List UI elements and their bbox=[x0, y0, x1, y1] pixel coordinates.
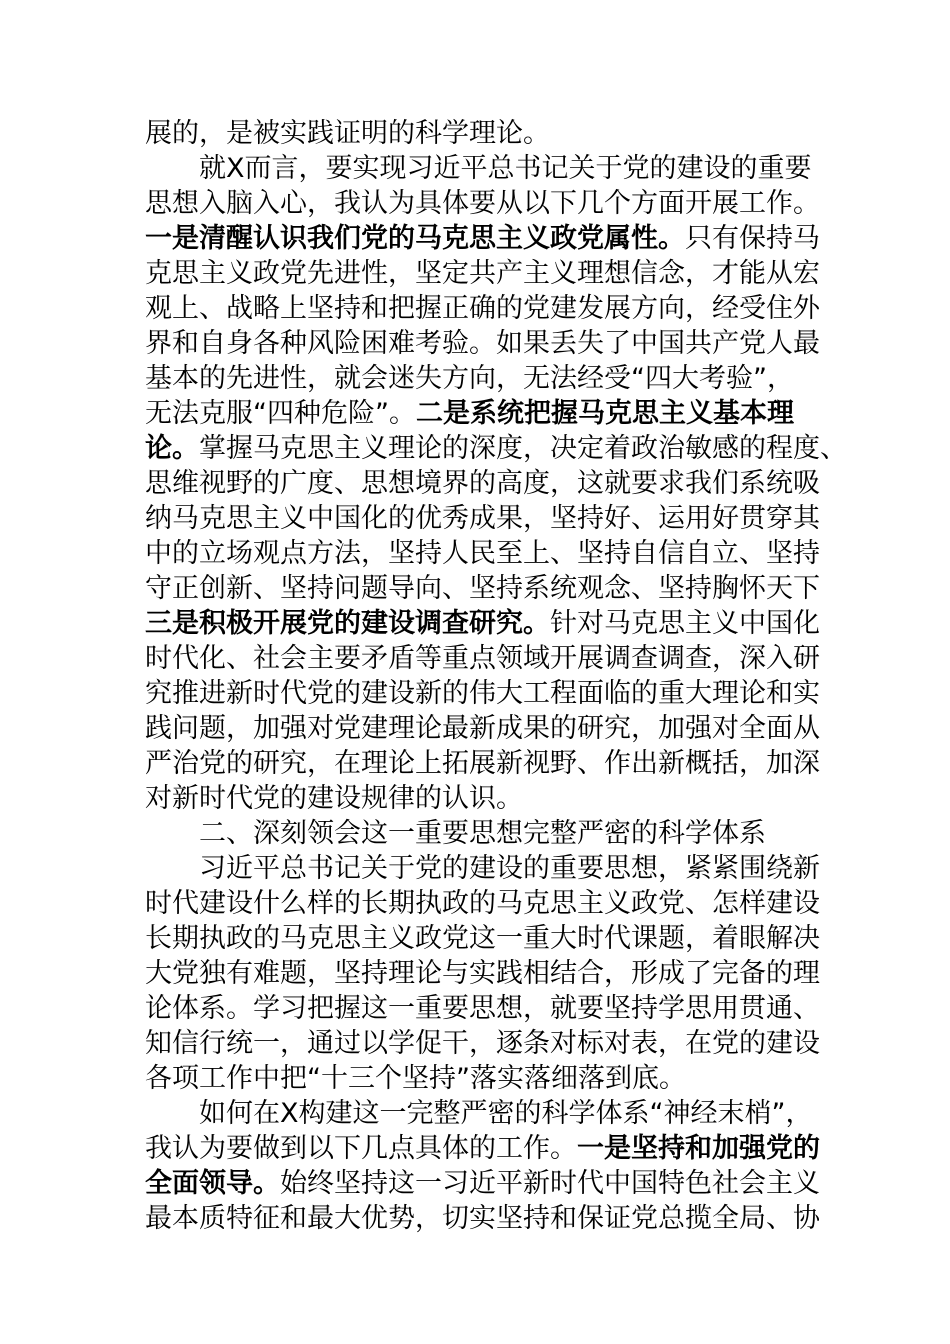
text-line bbox=[145, 1027, 820, 1061]
text-line bbox=[145, 537, 820, 571]
bold-heading-run: 一是坚持和加强党的 bbox=[577, 1133, 820, 1164]
text-run: 思想入脑入心，我认为具体要从以下几个方面开展工作。 bbox=[145, 188, 820, 219]
text-run: 思维视野的广度、思想境界的高度，这就要求我们系统吸 bbox=[145, 468, 820, 499]
text-run: 习近平总书记关于党的建设的重要思想，紧紧围绕新 bbox=[199, 853, 820, 884]
text-line bbox=[145, 222, 820, 256]
section-heading bbox=[199, 817, 766, 851]
text-line bbox=[145, 397, 794, 431]
text-run: 论体系。学习把握这一重要思想，就要坚持学思用贯通、 bbox=[145, 993, 820, 1024]
text-line bbox=[145, 677, 820, 711]
text-line bbox=[145, 467, 820, 501]
paragraph-first-line bbox=[199, 152, 812, 186]
text-run: 界和自身各种风险困难考验。如果丢失了中国共产党人最 bbox=[145, 328, 820, 359]
text-line bbox=[145, 957, 820, 991]
text-run: 时代建设什么样的长期执政的马克思主义政党、怎样建设 bbox=[145, 888, 820, 919]
text-line bbox=[145, 257, 820, 291]
text-run: 二、深刻领会这一重要思想完整严密的科学体系 bbox=[199, 818, 766, 849]
text-line bbox=[145, 922, 820, 956]
text-line bbox=[145, 502, 820, 536]
text-line bbox=[145, 117, 550, 151]
text-line bbox=[145, 572, 820, 606]
text-line bbox=[145, 1167, 820, 1201]
text-line bbox=[145, 992, 820, 1026]
text-line bbox=[145, 642, 820, 676]
text-run: 观上、战略上坚持和把握正确的党建发展方向，经受住外 bbox=[145, 293, 820, 324]
text-line bbox=[145, 1202, 820, 1236]
text-run: 只有保持马 bbox=[685, 223, 820, 254]
bold-heading-run: 全面领导。 bbox=[145, 1168, 280, 1199]
text-run: 针对马克思主义中国化 bbox=[550, 608, 820, 639]
text-line bbox=[145, 887, 820, 921]
text-line bbox=[145, 432, 847, 466]
text-run: 无法克服“四种危险”。 bbox=[145, 398, 416, 429]
text-run: 纳马克思主义中国化的优秀成果，坚持好、运用好贯穿其 bbox=[145, 503, 820, 534]
bold-heading-run: 三是积极开展党的建设调查研究。 bbox=[145, 608, 550, 639]
text-run: 长期执政的马克思主义政党这一重大时代课题，着眼解决 bbox=[145, 923, 820, 954]
text-run: 时代化、社会主要矛盾等重点领域开展调查调查，深入研 bbox=[145, 643, 820, 674]
text-run: 如何在X构建这一完整严密的科学体系“神经末梢”， bbox=[199, 1098, 813, 1129]
text-run: 守正创新、坚持问题导向、坚持系统观念、坚持胸怀天下 bbox=[145, 573, 820, 604]
text-line bbox=[145, 187, 820, 221]
text-run: 严治党的研究，在理论上拓展新视野、作出新概括，加深 bbox=[145, 748, 820, 779]
text-run: 各项工作中把“十三个坚持”落实落细落到底。 bbox=[145, 1063, 686, 1094]
text-run: 我认为要做到以下几点具体的工作。 bbox=[145, 1133, 577, 1164]
text-line bbox=[145, 1062, 686, 1096]
paragraph-first-line bbox=[199, 1097, 812, 1131]
bold-heading-run: 论。 bbox=[145, 433, 199, 464]
text-run: 践问题，加强对党建理论最新成果的研究，加强对全面从 bbox=[145, 713, 820, 744]
text-line bbox=[145, 712, 820, 746]
text-line bbox=[145, 327, 820, 361]
text-run: 就X而言，要实现习近平总书记关于党的建设的重要 bbox=[199, 153, 812, 184]
text-run: 基本的先进性，就会迷失方向，无法经受“四大考验”， bbox=[145, 363, 794, 394]
text-run: 大党独有难题，坚持理论与实践相结合，形成了完备的理 bbox=[145, 958, 820, 989]
paragraph-first-line bbox=[199, 852, 820, 886]
text-run: 最本质特征和最大优势，切实坚持和保证党总揽全局、协 bbox=[145, 1203, 820, 1234]
text-run: 究推进新时代党的建设新的伟大工程面临的重大理论和实 bbox=[145, 678, 820, 709]
text-run: 对新时代党的建设规律的认识。 bbox=[145, 783, 523, 814]
text-line bbox=[145, 747, 820, 781]
text-line bbox=[145, 362, 794, 396]
text-run: 掌握马克思主义理论的深度，决定着政治敏感的程度、 bbox=[199, 433, 847, 464]
text-line bbox=[145, 782, 523, 816]
bold-heading-run: 一是清醒认识我们党的马克思主义政党属性。 bbox=[145, 223, 685, 254]
text-line bbox=[145, 292, 820, 326]
text-run: 展的，是被实践证明的科学理论。 bbox=[145, 118, 550, 149]
bold-heading-run: 二是系统把握马克思主义基本理 bbox=[415, 398, 794, 429]
text-run: 克思主义政党先进性，坚定共产主义理想信念，才能从宏 bbox=[145, 258, 820, 289]
text-line bbox=[145, 607, 820, 641]
text-run: 中的立场观点方法，坚持人民至上、坚持自信自立、坚持 bbox=[145, 538, 820, 569]
text-line bbox=[145, 1132, 820, 1166]
text-run: 知信行统一，通过以学促干，逐条对标对表，在党的建设 bbox=[145, 1028, 820, 1059]
text-run: 始终坚持这一习近平新时代中国特色社会主义 bbox=[280, 1168, 820, 1199]
